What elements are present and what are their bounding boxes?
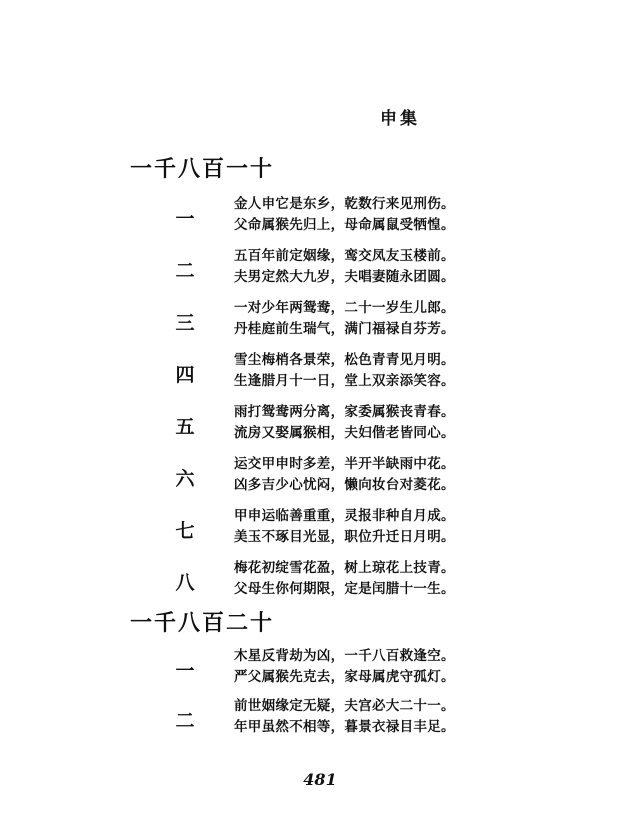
verse-entry <box>130 298 490 342</box>
verse-line: 金人申它是东乡，乾数行来见刑伤。 <box>234 196 455 212</box>
verse-line: 生逢腊月十一日，堂上双亲添笑容。 <box>234 373 455 389</box>
verse-entry <box>130 696 490 740</box>
verse-number: 四 <box>175 364 195 386</box>
verse-lines <box>234 194 455 236</box>
verse-lines <box>234 646 455 688</box>
verse-entry <box>130 506 490 550</box>
verse-line: 甲申运临善重重，灵报非种自月成。 <box>234 508 455 524</box>
verse-entry <box>130 402 490 446</box>
verse-number: 六 <box>175 468 195 490</box>
verse-lines <box>234 246 455 288</box>
verse-number: 三 <box>175 312 195 334</box>
verse-number: 七 <box>175 520 195 542</box>
verse-lines <box>234 558 455 600</box>
section-title: 一千八百一十 <box>130 157 275 182</box>
page-number: 481 <box>303 770 337 789</box>
verse-number: 二 <box>175 710 195 732</box>
verse-line: 五百年前定姻缘，鸾交凤友玉楼前。 <box>234 248 455 264</box>
verse-line: 美玉不琢目光显，职位升迁日月明。 <box>234 529 455 545</box>
verse-entry <box>130 558 490 602</box>
verse-entry <box>130 194 490 238</box>
verse-entry <box>130 246 490 290</box>
verse-lines <box>234 506 455 548</box>
verse-lines <box>234 350 455 392</box>
verse-line: 一对少年两鸳鸯，二十一岁生儿郎。 <box>234 300 455 316</box>
verse-line: 父命属猴先归上，母命属鼠受牺惶。 <box>234 217 455 233</box>
verse-line: 木星反背劫为凶，一千八百救逢空。 <box>234 648 455 664</box>
verse-number: 五 <box>175 416 195 438</box>
verse-line: 夫男定然大九岁，夫唱妻随永团圆。 <box>234 269 455 285</box>
verse-entry <box>130 350 490 394</box>
verse-lines <box>234 454 455 496</box>
verse-lines <box>234 696 455 738</box>
verse-line: 雨打鸳鸯两分离，家委属猴丧青春。 <box>234 404 455 420</box>
verse-number: 二 <box>175 260 195 282</box>
section-title: 一千八百二十 <box>130 611 275 636</box>
verse-line: 丹桂庭前生瑞气，满门福禄自芬芳。 <box>234 321 455 337</box>
verse-number: 八 <box>175 572 195 594</box>
verse-lines <box>234 298 455 340</box>
verse-line: 年甲虽然不相等，暮景衣禄目丰足。 <box>234 719 455 735</box>
verse-line: 严父属猴先克去，家母属虎守孤灯。 <box>234 669 455 685</box>
verse-line: 运交甲申时多差，半开半缺雨中花。 <box>234 456 455 472</box>
running-header: 申集 <box>380 109 420 129</box>
verse-line: 父母生你何期限，定是闰腊十一生。 <box>234 581 455 597</box>
verse-entry <box>130 454 490 498</box>
verse-line: 前世姻缘定无疑，夫宫必大二十一。 <box>234 698 455 714</box>
verse-line: 梅花初绽雪花盈，树上琼花上技青。 <box>234 560 455 576</box>
verse-line: 凶多吉少心忧闷，懒向妆台对菱花。 <box>234 477 455 493</box>
verse-number: 一 <box>175 660 195 682</box>
verse-line: 雪尘梅梢各景荣，松色青青见月明。 <box>234 352 455 368</box>
verse-number: 一 <box>175 208 195 230</box>
verse-lines <box>234 402 455 444</box>
verse-entry <box>130 646 490 690</box>
verse-line: 流房又娶属猴相，夫妇偕老皆同心。 <box>234 425 455 441</box>
